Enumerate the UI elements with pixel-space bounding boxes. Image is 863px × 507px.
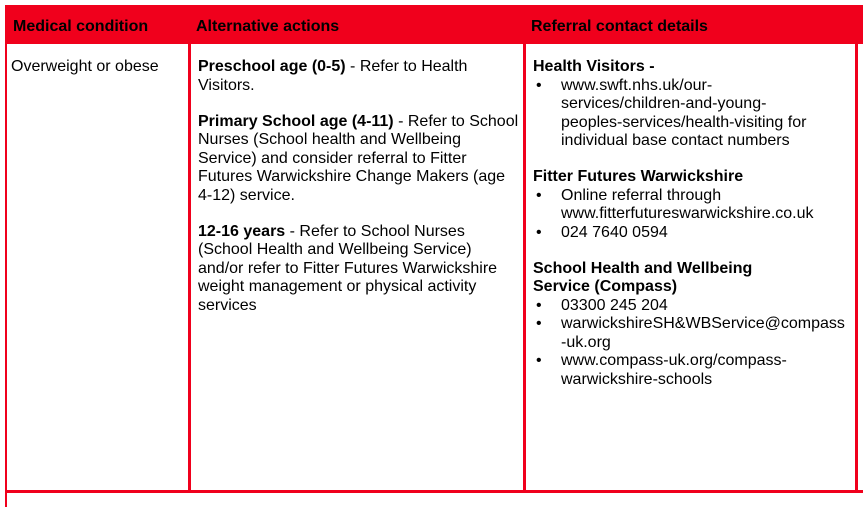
contact-compass-title: School Health and Wellbeing Service (Compass)	[533, 259, 753, 295]
contact-fitter-futures-list	[533, 187, 849, 243]
list-item: • 03300 245 204	[533, 297, 849, 316]
header-row	[7, 5, 863, 42]
condition-cell: Overweight or obese	[11, 58, 159, 75]
header-referral-contact: Referral contact details	[531, 18, 708, 35]
list-item: • Online referral through www.fitterfutureswarwickshire.co.uk	[533, 187, 849, 224]
border-right	[855, 5, 858, 492]
list-item: • warwickshireSH&WBService@compass-uk.org	[533, 315, 849, 352]
header-alternative-actions: Alternative actions	[196, 18, 340, 35]
list-item: • 024 7640 0594	[533, 224, 849, 243]
header-medical-condition: Medical condition	[13, 18, 149, 35]
contacts-cell	[533, 58, 849, 389]
list-item: • www.compass-uk.org/compass-warwickshire-schools	[533, 352, 849, 389]
border-header-bottom	[7, 42, 863, 44]
contact-compass-list	[533, 297, 849, 390]
border-bottom	[7, 490, 863, 493]
border-col2	[523, 5, 526, 492]
border-col1	[188, 5, 191, 492]
list-item: • www.swft.nhs.uk/our-services/children-and-young-peoples-services/health-visiting for individual base contact numbers	[533, 77, 809, 151]
contact-health-visitors-title: Health Visitors -	[533, 58, 655, 75]
contact-fitter-futures-title: Fitter Futures Warwickshire	[533, 168, 744, 185]
border-left	[5, 5, 7, 507]
action-preschool: Preschool age (0-5) - Refer to Health Visitors.	[198, 58, 468, 94]
contact-health-visitors-list	[533, 77, 849, 151]
actions-cell	[198, 58, 520, 333]
action-12-16: 12-16 years - Refer to School Nurses (School Health and Wellbeing Service) and/or refer to Fitter Futures Warwickshire weight management or physical activity services	[198, 222, 498, 314]
action-primary: Primary School age (4-11) - Refer to School Nurses (School health and Wellbeing Service) and consider referral to Fitter Futures Warwickshire Change Makers (age 4-12) service.	[198, 112, 519, 204]
